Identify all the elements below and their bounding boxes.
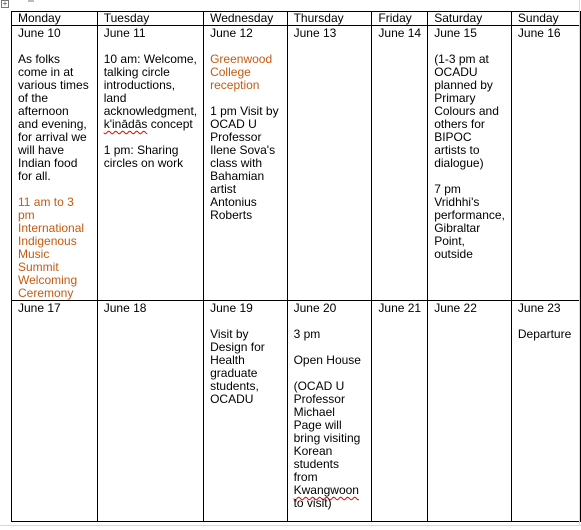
day-cell-june-13[interactable] xyxy=(287,26,372,301)
cell-text-part: (OCAD U Professor Michael Page will bring visiting Korean students from xyxy=(293,379,361,484)
cell-date: June 18 xyxy=(103,301,147,315)
header-sunday: Sunday xyxy=(511,12,580,26)
header-row xyxy=(12,12,581,26)
cell-date: June 10 xyxy=(18,26,61,40)
cell-date: June 13 xyxy=(293,26,337,40)
cell-date: June 22 xyxy=(434,301,477,315)
header-friday: Friday xyxy=(372,12,428,26)
header-saturday: Saturday xyxy=(428,12,512,26)
cell-text xyxy=(294,380,366,510)
cell-text: (1-3 pm at OCADU planned by Primary Colours and others for BIPOC artists to dialogue) xyxy=(434,52,499,170)
cell-text: 3 pm xyxy=(293,327,321,341)
ruler-marker xyxy=(28,0,34,2)
table-move-handle-icon[interactable]: + xyxy=(2,0,8,8)
cell-date: June 11 xyxy=(103,26,146,40)
day-cell-june-14[interactable] xyxy=(372,26,428,301)
cell-text xyxy=(104,53,197,131)
cell-text: As folks come in at various times of the afternoon and evening, for arrival we will have Indian food for all. xyxy=(18,52,89,183)
day-cell-june-10[interactable] xyxy=(12,26,98,301)
cell-date: June 20 xyxy=(293,301,337,315)
day-cell-june-21[interactable] xyxy=(372,301,428,522)
header-tuesday: Tuesday xyxy=(97,12,203,26)
week-row-2 xyxy=(12,301,581,522)
cell-date: June 21 xyxy=(378,301,422,315)
cell-text: 1 pm: Sharing circles on work xyxy=(103,143,184,170)
day-cell-june-20[interactable] xyxy=(287,301,372,522)
header-thursday: Thursday xyxy=(287,12,372,26)
cell-text: 7 pm Vridhhi's performance, Gibraltar Point, outside xyxy=(434,182,505,261)
cell-event-highlight: Greenwood College reception xyxy=(210,52,273,92)
cell-text: 1 pm Visit by OCAD U Professor Ilene Sova's class with Bahamian artist Antonius Roberts xyxy=(210,104,279,222)
week-row-1 xyxy=(12,26,581,301)
cell-date: June 19 xyxy=(210,301,253,315)
cell-date: June 14 xyxy=(378,26,422,40)
cell-date: June 17 xyxy=(18,301,61,315)
day-cell-june-15[interactable] xyxy=(428,26,512,301)
cell-text-part: concept xyxy=(147,117,193,131)
day-cell-june-12[interactable] xyxy=(204,26,288,301)
cell-date: June 15 xyxy=(434,26,477,40)
cell-text-part: 10 am: Welcome, talking circle introductions, land acknowledgment, xyxy=(103,52,198,118)
page-edge-divider xyxy=(0,525,581,526)
cell-text-part: to visit) xyxy=(293,496,332,510)
cell-date: June 12 xyxy=(210,26,253,40)
cell-date: June 23 xyxy=(517,301,561,315)
schedule-table xyxy=(11,11,581,522)
cell-text: Open House xyxy=(293,353,361,367)
cell-date: June 16 xyxy=(517,26,561,40)
day-cell-june-19[interactable] xyxy=(204,301,288,522)
cell-event-highlight: 11 am to 3 pm International Indigenous Music Summit Welcoming Ceremony xyxy=(18,195,85,300)
day-cell-june-16[interactable] xyxy=(511,26,580,301)
day-cell-june-22[interactable] xyxy=(428,301,512,522)
day-cell-june-18[interactable] xyxy=(97,301,203,522)
page-edge-divider xyxy=(579,0,580,526)
cell-text: Visit by Design for Health graduate students, OCADU xyxy=(210,327,265,406)
header-monday: Monday xyxy=(12,12,98,26)
spellcheck-word[interactable]: k'inādās xyxy=(103,117,148,131)
day-cell-june-11[interactable] xyxy=(97,26,203,301)
spellcheck-word[interactable]: Kwangwoon xyxy=(293,483,359,497)
day-cell-june-23[interactable] xyxy=(511,301,580,522)
day-cell-june-17[interactable] xyxy=(12,301,98,522)
cell-text: Departure xyxy=(517,327,572,341)
header-wednesday: Wednesday xyxy=(204,12,288,26)
